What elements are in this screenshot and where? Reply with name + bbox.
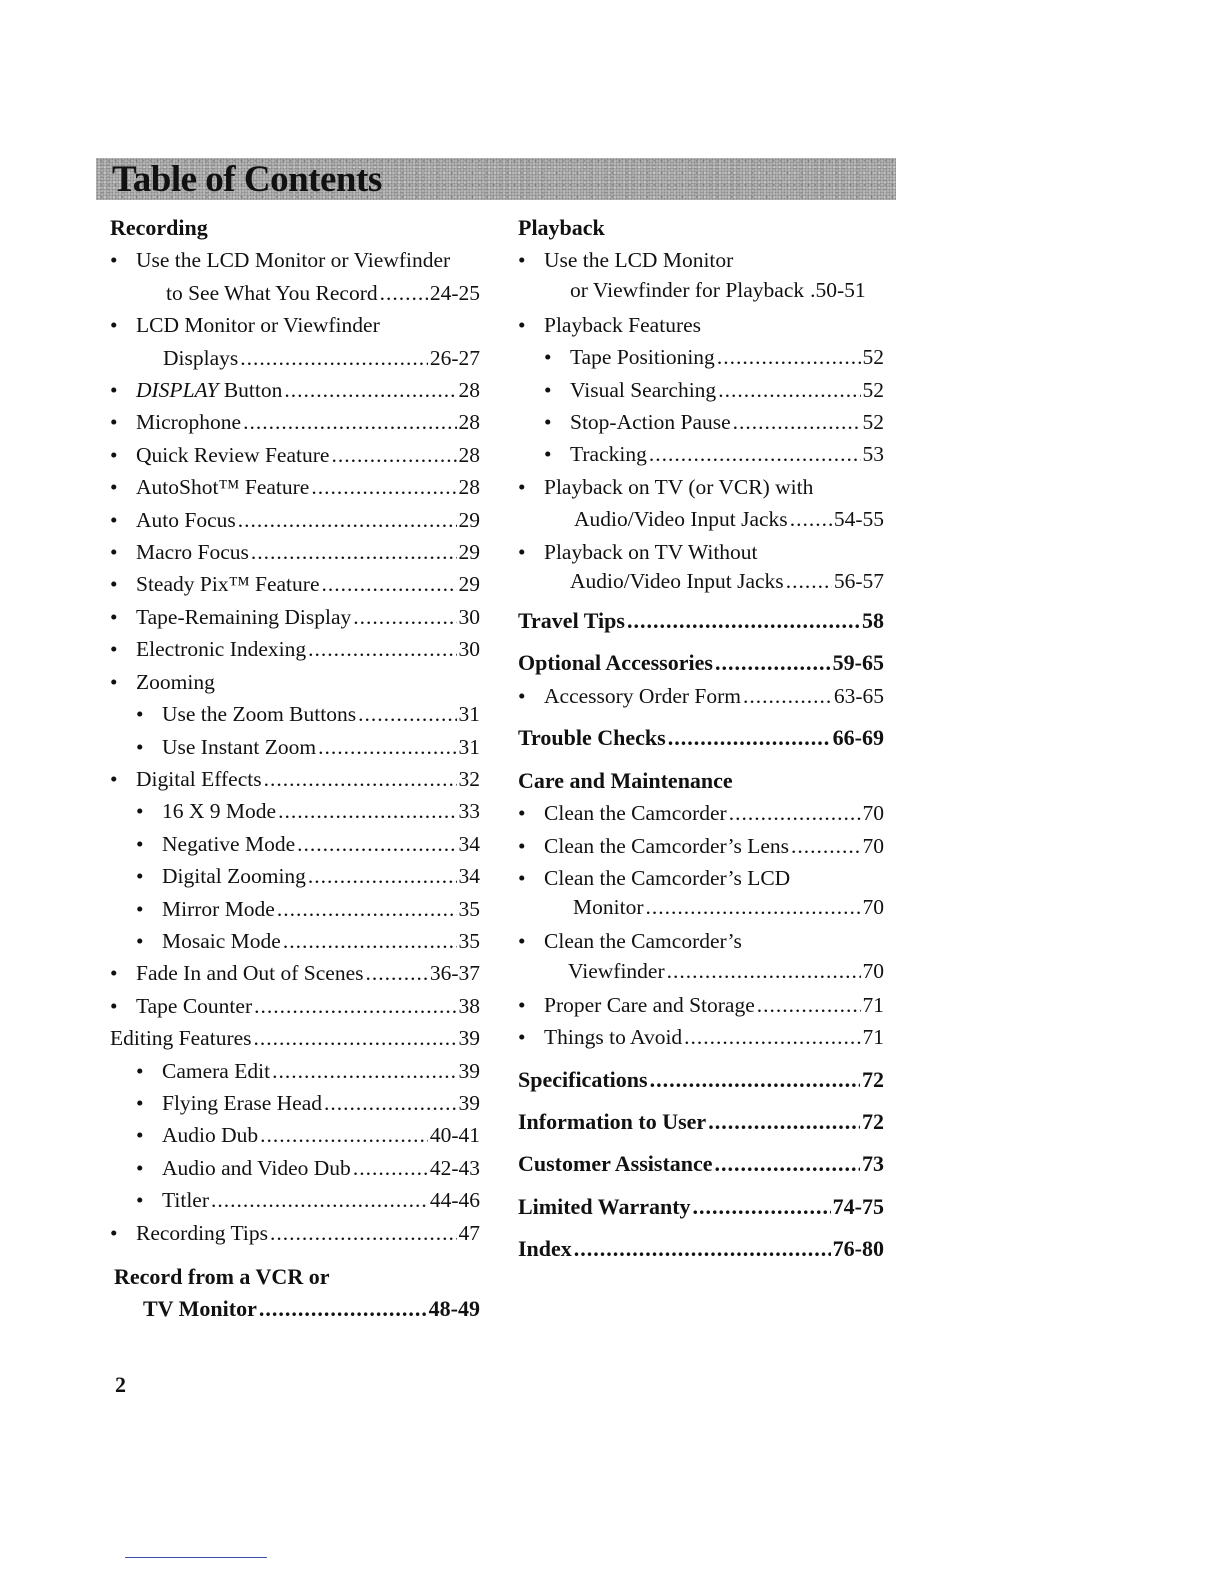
- toc-entry[interactable]: • Clean the Camcorder ..... 70: [518, 797, 884, 829]
- toc-entry[interactable]: • Electronic Indexing ..... 30: [110, 633, 480, 665]
- toc-entry-index[interactable]: Index ..... 76-80: [518, 1233, 884, 1265]
- toc-entry-limited-warranty[interactable]: Limited Warranty ..... 74-75: [518, 1191, 884, 1223]
- title-banner: [96, 158, 896, 200]
- section-heading-playback: Playback: [518, 215, 605, 240]
- footer-rule: [125, 1557, 267, 1558]
- toc-entry-continued[interactable]: to See What You Record ..... 24-25: [110, 277, 480, 309]
- toc-subentry[interactable]: • Flying Erase Head ..... 39: [110, 1087, 480, 1119]
- toc-entry[interactable]: • Quick Review Feature ..... 28: [110, 439, 480, 471]
- toc-entry-optional-accessories[interactable]: Optional Accessories ..... 59-65: [518, 647, 884, 679]
- toc-subentry[interactable]: • Camera Edit ..... 39: [110, 1055, 480, 1087]
- toc-entry[interactable]: • AutoShot™ Feature ..... 28: [110, 471, 480, 503]
- toc-entry-continued[interactable]: Audio/Video Input Jacks ..... 54-55: [518, 503, 884, 535]
- toc-entry[interactable]: • DISPLAY Button ..... 28: [110, 374, 480, 406]
- toc-subentry[interactable]: • Stop-Action Pause ..... 52: [518, 406, 884, 438]
- toc-entry[interactable]: • Fade In and Out of Scenes ..... 36-37: [110, 957, 480, 989]
- toc-entry[interactable]: • Playback Features: [518, 312, 702, 337]
- toc-entry[interactable]: • Playback on TV (or VCR) with: [518, 474, 814, 499]
- toc-entry[interactable]: • Use the LCD Monitor or Viewfinder: [110, 248, 451, 273]
- toc-subentry[interactable]: • Digital Zooming ..... 34: [110, 860, 480, 892]
- toc-entry-specifications[interactable]: Specifications ..... 72: [518, 1064, 884, 1096]
- toc-entry[interactable]: • Microphone ..... 28: [110, 406, 480, 438]
- left-column: [110, 212, 480, 1326]
- toc-entry[interactable]: • Things to Avoid ..... 71: [518, 1021, 884, 1053]
- toc-entry[interactable]: • Use the LCD Monitor: [518, 248, 734, 273]
- section-heading-record-vcr[interactable]: Record from a VCR or: [114, 1264, 330, 1289]
- toc-entry[interactable]: • Tape-Remaining Display ..... 30: [110, 601, 480, 633]
- toc-entry[interactable]: • Clean the Camcorder’s: [518, 929, 742, 954]
- toc-entry[interactable]: • Tape Counter ..... 38: [110, 990, 480, 1022]
- toc-entry[interactable]: • Clean the Camcorder’s LCD: [518, 865, 791, 890]
- toc-subentry[interactable]: • Titler ..... 44-46: [110, 1184, 480, 1216]
- toc-entry-trouble-checks[interactable]: Trouble Checks ..... 66-69: [518, 722, 884, 754]
- right-column: [518, 212, 884, 1266]
- toc-subentry[interactable]: • Use Instant Zoom ..... 31: [110, 731, 480, 763]
- toc-entry-information-user[interactable]: Information to User ..... 72: [518, 1106, 884, 1138]
- section-heading-recording: Recording: [110, 215, 208, 240]
- toc-entry-editing-features[interactable]: Editing Features ..... 39: [110, 1022, 480, 1054]
- toc-entry[interactable]: • Playback on TV Without: [518, 539, 758, 564]
- toc-entry-continued[interactable]: or Viewfinder for Playback .50-51: [570, 277, 866, 302]
- toc-subentry[interactable]: • Negative Mode ..... 34: [110, 828, 480, 860]
- toc-subentry[interactable]: • Tape Positioning ..... 52: [518, 341, 884, 373]
- toc-entry[interactable]: • Accessory Order Form ..... 63-65: [518, 680, 884, 712]
- toc-entry[interactable]: • Proper Care and Storage ..... 71: [518, 989, 884, 1021]
- toc-subentry[interactable]: • 16 X 9 Mode ..... 33: [110, 795, 480, 827]
- toc-entry-record-vcr[interactable]: TV Monitor ..... 48-49: [110, 1293, 480, 1325]
- toc-entry[interactable]: • LCD Monitor or Viewfinder: [110, 313, 380, 338]
- toc-entry-continued[interactable]: Viewfinder ..... 70: [518, 958, 884, 985]
- toc-entry-continued[interactable]: Monitor ..... 70: [518, 894, 884, 921]
- page-title: Table of Contents: [112, 159, 382, 200]
- toc-entry-continued[interactable]: Displays ..... 26-27: [110, 342, 480, 374]
- toc-entry[interactable]: • Macro Focus ..... 29: [110, 536, 480, 568]
- page-number: 2: [115, 1372, 126, 1397]
- toc-entry-travel-tips[interactable]: Travel Tips ..... 58: [518, 605, 884, 637]
- section-heading-care: Care and Maintenance: [518, 767, 733, 793]
- toc-subentry[interactable]: • Mosaic Mode ..... 35: [110, 925, 480, 957]
- toc-entry-continued[interactable]: Audio/Video Input Jacks ..... 56-57: [518, 568, 884, 595]
- toc-subentry[interactable]: • Visual Searching ..... 52: [518, 374, 884, 406]
- toc-entry-customer-assistance[interactable]: Customer Assistance ..... 73: [518, 1148, 884, 1180]
- toc-subentry[interactable]: • Use the Zoom Buttons ..... 31: [110, 698, 480, 730]
- toc-subentry[interactable]: • Audio and Video Dub ..... 42-43: [110, 1152, 480, 1184]
- toc-entry[interactable]: • Auto Focus ..... 29: [110, 504, 480, 536]
- toc-entry[interactable]: • Clean the Camcorder’s Lens ..... 70: [518, 830, 884, 862]
- toc-entry[interactable]: • Digital Effects ..... 32: [110, 763, 480, 795]
- toc-entry[interactable]: • Recording Tips ..... 47: [110, 1217, 480, 1249]
- toc-entry[interactable]: • Zooming: [110, 669, 215, 694]
- toc-subentry[interactable]: • Mirror Mode ..... 35: [110, 893, 480, 925]
- toc-subentry[interactable]: • Audio Dub ..... 40-41: [110, 1119, 480, 1151]
- toc-entry[interactable]: • Steady Pix™ Feature ..... 29: [110, 568, 480, 600]
- toc-subentry[interactable]: • Tracking ..... 53: [518, 438, 884, 470]
